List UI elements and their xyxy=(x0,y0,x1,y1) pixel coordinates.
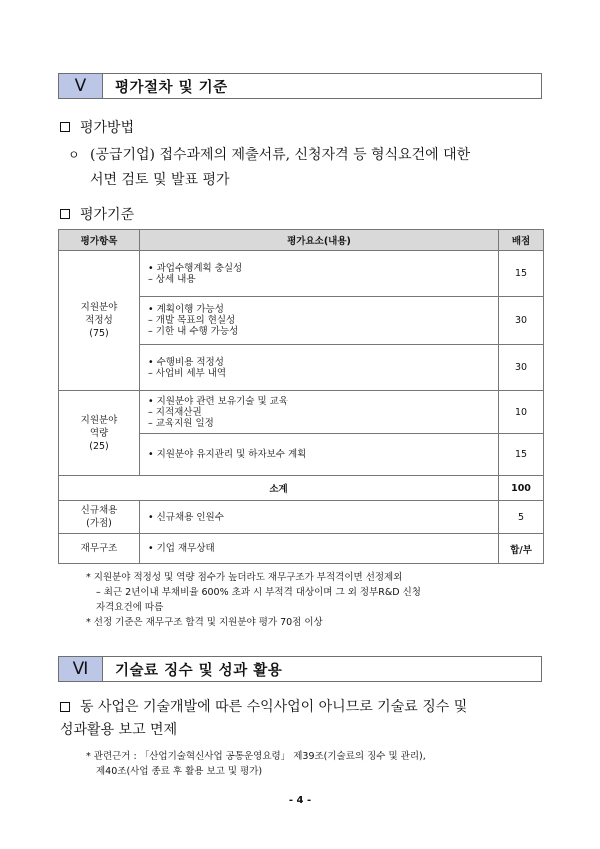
element-line: • 과업수행계획 충실성 xyxy=(148,262,243,274)
note-line: * 관련근거 : 「산업기술혁신사업 공통운영요령」 제39조(기술료의 징수 및 관리), xyxy=(86,751,426,762)
header-item: 평가항목 xyxy=(59,230,140,251)
section-5-number: Ⅴ xyxy=(59,74,103,98)
score-cell: 5 xyxy=(499,501,544,534)
circle-bullet-icon: ㅇ xyxy=(68,148,80,162)
table-row xyxy=(59,501,544,534)
note-line: 제40조(사업 종료 후 활용 보고 및 평가) xyxy=(96,766,263,777)
element-cell xyxy=(140,501,499,534)
item-line: 지원분야 xyxy=(80,302,118,313)
note-line: 자격요건에 따름 xyxy=(96,602,164,613)
element-line: • 지원분야 관련 보유기술 및 교육 xyxy=(148,395,289,407)
item-line: (25) xyxy=(89,440,109,452)
note-line: – 최근 2년이내 부채비율 600% 초과 시 부적격 대상이며 그 외 정부R&D 신청 xyxy=(96,587,421,598)
square-bullet-icon xyxy=(60,209,70,219)
method-line-2: 서면 검토 및 발표 평가 xyxy=(90,172,230,188)
item-line: 지원분야 xyxy=(80,414,118,426)
element-line: • 신규채용 인원수 xyxy=(148,511,224,523)
header-element: 평가요소(내용) xyxy=(140,230,499,251)
royalty-line-1: 동 사업은 기술개발에 따른 수익사업이 아니므로 기술료 징수 및 xyxy=(80,699,468,715)
element-cell xyxy=(140,391,499,434)
element-line: • 수행비용 적정성 xyxy=(148,356,224,368)
score-cell: 30 xyxy=(499,345,544,391)
royalty-text xyxy=(60,696,546,742)
score-cell: 10 xyxy=(499,391,544,434)
element-line: – 개발 목표의 현실성 xyxy=(148,315,236,326)
evaluation-method-heading xyxy=(60,117,134,137)
element-line: • 계획이행 가능성 xyxy=(148,304,224,315)
score-cell: 30 xyxy=(499,297,544,345)
score-cell: 15 xyxy=(499,251,544,297)
element-cell xyxy=(140,297,499,345)
header-score: 배점 xyxy=(499,230,544,251)
note-line: * 지원분야 적정성 및 역량 점수가 높더라도 재무구조가 부적격이면 선정제외 xyxy=(86,572,403,583)
section-6-number: Ⅵ xyxy=(59,657,103,681)
evaluation-criteria-label: 평가기준 xyxy=(80,207,135,223)
royalty-notes xyxy=(86,749,548,779)
element-line: – 상세 내용 xyxy=(148,273,196,285)
evaluation-method-label: 평가방법 xyxy=(80,120,135,136)
table-row xyxy=(59,251,544,297)
element-line: – 교육지원 일정 xyxy=(148,417,214,429)
subtotal-row xyxy=(59,476,544,501)
criteria-table xyxy=(58,229,544,564)
table-row xyxy=(59,391,544,434)
table-header-row xyxy=(59,230,544,251)
section-5-title: 평가절차 및 기준 xyxy=(115,79,228,96)
section-6-header xyxy=(58,656,542,682)
element-line: – 지적재산권 xyxy=(148,406,202,418)
evaluation-method-text xyxy=(68,143,548,193)
note-line: * 선정 기준은 재무구조 합격 및 지원분야 평가 70점 이상 xyxy=(86,617,323,628)
criteria-notes xyxy=(86,570,548,630)
element-cell xyxy=(140,345,499,391)
item-suitability xyxy=(59,251,140,391)
square-bullet-icon xyxy=(60,122,70,132)
square-bullet-icon xyxy=(60,702,70,712)
page-number: - 4 - xyxy=(288,795,312,806)
subtotal-label: 소계 xyxy=(59,476,499,501)
item-line: 적정성 xyxy=(85,315,113,326)
element-cell xyxy=(140,251,499,297)
item-capability xyxy=(59,391,140,476)
section-6-title: 기술료 징수 및 성과 활용 xyxy=(115,662,283,679)
element-cell xyxy=(140,534,499,564)
evaluation-criteria-heading xyxy=(60,204,134,224)
element-line: • 기업 재무상태 xyxy=(148,543,215,554)
element-line: – 사업비 세부 내역 xyxy=(148,367,227,379)
element-line: – 기한 내 수행 가능성 xyxy=(148,326,239,337)
item-line: 역량 xyxy=(89,427,109,439)
item-new-hire xyxy=(59,501,140,534)
item-finance: 재무구조 xyxy=(59,534,140,564)
item-line: 신규채용 xyxy=(80,505,118,516)
method-line-1: (공급기업) 접수과제의 제출서류, 신청자격 등 형식요건에 대한 xyxy=(90,147,471,163)
score-cell: 합/부 xyxy=(499,534,544,564)
score-cell: 15 xyxy=(499,434,544,476)
item-line: (가점) xyxy=(86,518,112,529)
element-line: • 지원분야 유지관리 및 하자보수 계획 xyxy=(148,449,307,460)
section-5-header xyxy=(58,73,542,99)
element-cell xyxy=(140,434,499,476)
royalty-line-2: 성과활용 보고 면제 xyxy=(60,722,178,738)
subtotal-score: 100 xyxy=(499,476,544,501)
table-row xyxy=(59,534,544,564)
item-line: (75) xyxy=(89,328,109,339)
